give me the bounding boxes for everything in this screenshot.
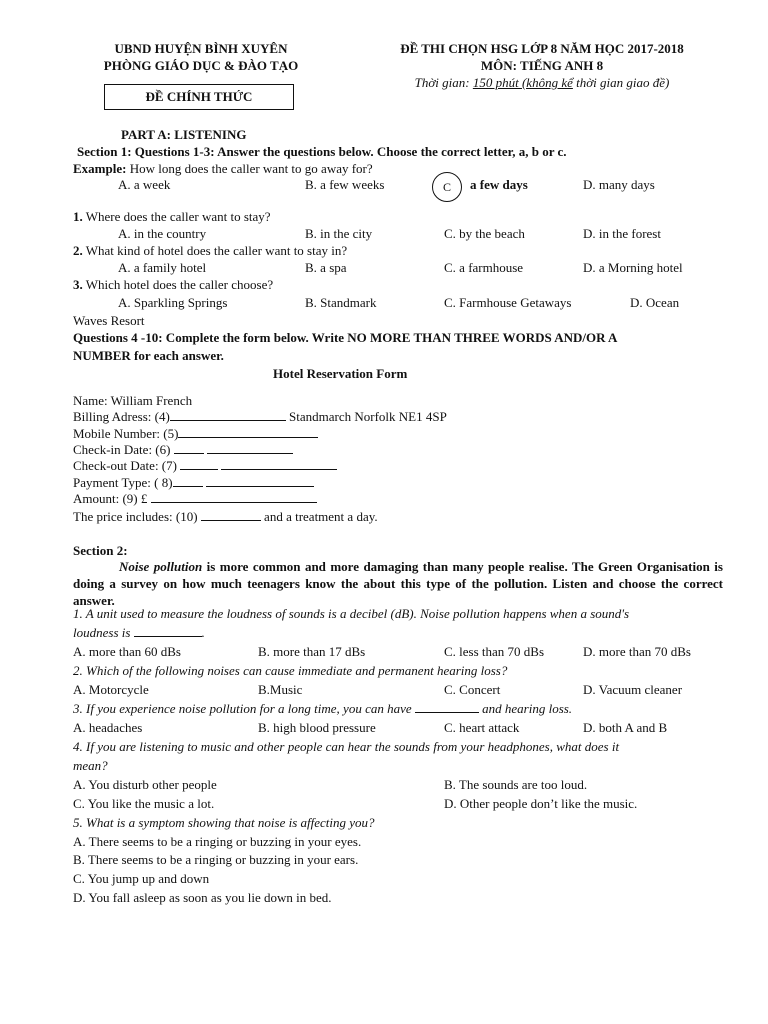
s2-q1-option-a: A. more than 60 dBs	[73, 644, 181, 659]
blank-s2-q3	[415, 701, 479, 713]
header-left-line1: UBND HUYỆN BÌNH XUYÊN	[114, 41, 288, 56]
blank-9	[151, 491, 317, 503]
blank-6b	[207, 442, 293, 454]
s2-q5-option-c: C. You jump up and down	[73, 871, 210, 886]
part-a-title: PART A: LISTENING	[121, 127, 247, 142]
blank-7b	[221, 458, 337, 470]
s2-question-3: 3. If you experience noise pollution for a long time, you can have and hearing loss.	[73, 701, 573, 716]
form-name: Name: William French	[73, 393, 193, 408]
s2-q1-option-c: C. less than 70 dBs	[444, 644, 545, 659]
s2-q2-option-d: D. Vacuum cleaner	[583, 682, 683, 697]
s2-q3-option-c: C. heart attack	[444, 720, 520, 735]
form-mobile: Mobile Number: (5)	[73, 426, 318, 442]
blank-s2-q1	[134, 625, 202, 637]
s1-q3-option-d: D. Ocean	[630, 295, 680, 310]
s2-q3-option-d: D. both A and B	[583, 720, 668, 735]
section2-intro: Noise pollution is more common and more damaging than many people realise. The Green Organisation is doing a survey on how much teenagers know the about this type of the pollution. Listen and choose the correct answer.	[73, 559, 723, 608]
s1-q2-option-b: B. a spa	[305, 260, 347, 275]
header-right-line1: ĐỀ THI CHỌN HSG LỚP 8 NĂM HỌC 2017-2018	[400, 41, 684, 56]
blank-10	[201, 509, 261, 521]
s1-q3-option-a: A. Sparkling Springs	[118, 295, 228, 310]
s1-question-2: 2. What kind of hotel does the caller want to stay in?	[73, 243, 348, 258]
s2-q4-option-d: D. Other people don’t like the music.	[444, 796, 638, 811]
example-option-c: a few days	[470, 177, 528, 192]
s2-question-1-cont: loudness is .	[73, 625, 205, 640]
s2-question-2: 2. Which of the following noises can cause immediate and permanent hearing loss?	[73, 663, 508, 678]
s2-q2-option-b: B.Music	[258, 682, 303, 697]
blank-6a	[174, 442, 204, 454]
q4-10-instruction-line1: Questions 4 -10: Complete the form below. Write NO MORE THAN THREE WORDS AND/OR A	[73, 330, 618, 345]
example-option-d: D. many days	[583, 177, 655, 192]
s2-q2-option-c: C. Concert	[444, 682, 501, 697]
official-stamp: ĐỀ CHÍNH THỨC	[104, 84, 294, 110]
form-payment: Payment Type: ( 8)	[73, 475, 314, 491]
s2-q3-option-a: A. headaches	[73, 720, 143, 735]
s2-question-5: 5. What is a symptom showing that noise is affecting you?	[73, 815, 375, 830]
blank-8b	[206, 475, 314, 487]
s1-q3-option-b: B. Standmark	[305, 295, 377, 310]
example-option-b: B. a few weeks	[305, 177, 385, 192]
blank-7a	[180, 458, 218, 470]
s1-q1-option-d: D. in the forest	[583, 226, 661, 241]
s2-q4-option-b: B. The sounds are too loud.	[444, 777, 588, 792]
s2-q5-option-d: D. You fall asleep as soon as you lie down in bed.	[73, 890, 332, 905]
example-answer-circle: C	[432, 172, 462, 202]
section1-heading: Section 1: Questions 1-3: Answer the questions below. Choose the correct letter, a, b or c.	[77, 144, 567, 159]
blank-5	[178, 426, 318, 438]
s1-q2-option-c: C. a farmhouse	[444, 260, 524, 275]
form-checkin: Check-in Date: (6)	[73, 442, 293, 458]
s2-q2-option-a: A. Motorcycle	[73, 682, 149, 697]
s1-q1-option-b: B. in the city	[305, 226, 373, 241]
form-billing: Billing Adress: (4) Standmarch Norfolk NE1 4SP	[73, 409, 447, 424]
s1-question-1: 1. Where does the caller want to stay?	[73, 209, 271, 224]
s1-q1-option-c: C. by the beach	[444, 226, 525, 241]
exam-time: Thời gian: 150 phút (không kể thời gian giao đề)	[414, 75, 670, 90]
s2-q1-option-b: B. more than 17 dBs	[258, 644, 366, 659]
header-left-line2: PHÒNG GIÁO DỤC & ĐÀO TẠO	[103, 58, 299, 73]
header-right-line2: MÔN: TIẾNG ANH 8	[480, 58, 604, 73]
s1-q2-option-a: A. a family hotel	[118, 260, 207, 275]
s2-q3-option-b: B. high blood pressure	[258, 720, 376, 735]
form-checkout: Check-out Date: (7)	[73, 458, 337, 474]
form-title: Hotel Reservation Form	[273, 366, 408, 381]
s1-q2-option-d: D. a Morning hotel	[583, 260, 683, 275]
blank-8a	[173, 475, 203, 487]
s2-q5-option-a: A. There seems to be a ringing or buzzing in your eyes.	[73, 834, 362, 849]
s1-q3-option-c: C. Farmhouse Getaways	[444, 295, 572, 310]
s1-question-3: 3. Which hotel does the caller choose?	[73, 277, 274, 292]
s2-q4-option-a: A. You disturb other people	[73, 777, 217, 792]
s2-question-4-cont: mean?	[73, 758, 108, 773]
example-question: Example: How long does the caller want to go away for?	[73, 161, 373, 176]
form-amount: Amount: (9) £	[73, 491, 317, 507]
s2-question-1: 1. A unit used to measure the loudness of sounds is a decibel (dB). Noise pollution happens when a sound's	[73, 606, 630, 621]
s2-q4-option-c: C. You like the music a lot.	[73, 796, 215, 811]
form-price: The price includes: (10) and a treatment a day.	[73, 509, 378, 524]
s2-q1-option-d: D. more than 70 dBs	[583, 644, 691, 659]
s2-question-4: 4. If you are listening to music and other people can hear the sounds from your headphones, what does it	[73, 739, 620, 754]
section2-label: Section 2:	[73, 543, 128, 558]
s1-q1-option-a: A. in the country	[118, 226, 207, 241]
q4-10-instruction-line2: NUMBER for each answer.	[73, 348, 224, 363]
example-option-a: A. a week	[118, 177, 171, 192]
s1-q3-option-d-wrap: Waves Resort	[73, 313, 145, 328]
s2-q5-option-b: B. There seems to be a ringing or buzzing in your ears.	[73, 852, 359, 867]
blank-4	[170, 409, 286, 421]
